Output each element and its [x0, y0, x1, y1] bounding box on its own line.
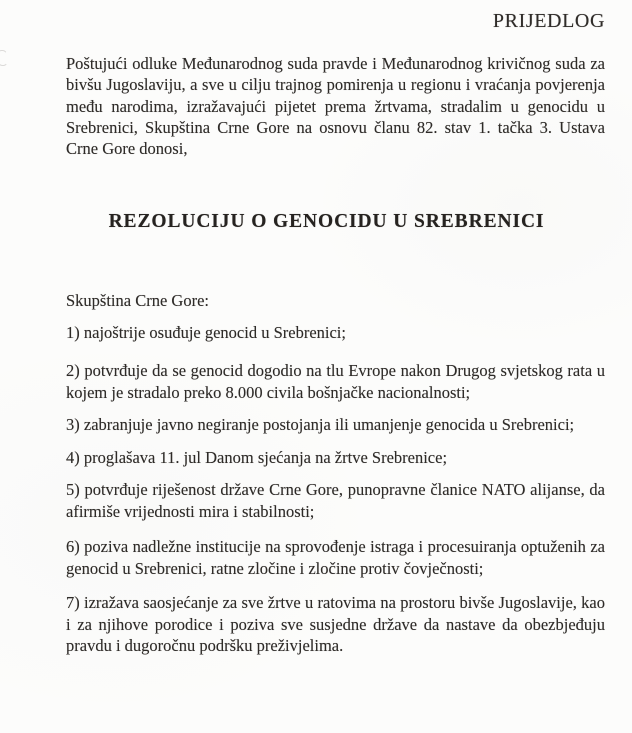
document-type-label: PRIJEDLOG — [492, 10, 605, 32]
resolution-item-4: 4) proglašava 11. jul Danom sjećanja na žrtve Srebrenice; — [66, 448, 448, 467]
preamble-paragraph: Poštujući odluke Međunarodnog suda pravde i Međunarodnog krivičnog suda za bivšu Jugoslaviju, a sve u cilju trajnog pomirenja u regionu i vraćanja povjerenja među narodima, izražavajući pijetet prema žrtvama, stradalim u genocidu u Srebrenici, Skupština Crne Gore na osnovu članu 82. stav 1. tačka 3. Ustava Crne Gore donosi, — [66, 54, 605, 159]
resolution-item-6: 6) poziva nadležne institucije na sprovođenje istraga i procesuiranja optuženih za genocid u Srebrenici, ratne zločine i zločine protiv čovječnosti; — [66, 537, 605, 578]
scan-artifact-mark — [0, 50, 8, 66]
resolution-item-3: 3) zabranjuje javno negiranje postojanja ili umanjenje genocida u Srebrenici; — [66, 415, 575, 434]
resolution-item-1: 1) najoštrije osuđuje genocid u Srebrenici; — [66, 323, 346, 342]
resolution-title: REZOLUCIJU O GENOCIDU U SREBRENICI — [108, 211, 545, 232]
resolution-item-2: 2) potvrđuje da se genocid dogodio na tlu Evrope nakon Drugog svjetskog rata u kojem je stradalo preko 8.000 civila bošnjačke nacionalnosti; — [66, 361, 605, 402]
resolution-item-5: 5) potvrđuje riješenost države Crne Gore, punopravne članice NATO alijanse, da afirmiše vrijednosti mira i stabilnosti; — [66, 480, 605, 521]
resolution-item-7: 7) izražava saosjećanje za sve žrtve u ratovima na prostoru bivše Jugoslavije, kao i za njihove porodice i poziva sve susjedne države da nastave da obezbjeđuju pravdu i dugoročnu podršku preživjelima. — [66, 593, 605, 655]
intro-line: Skupština Crne Gore: — [66, 291, 209, 310]
